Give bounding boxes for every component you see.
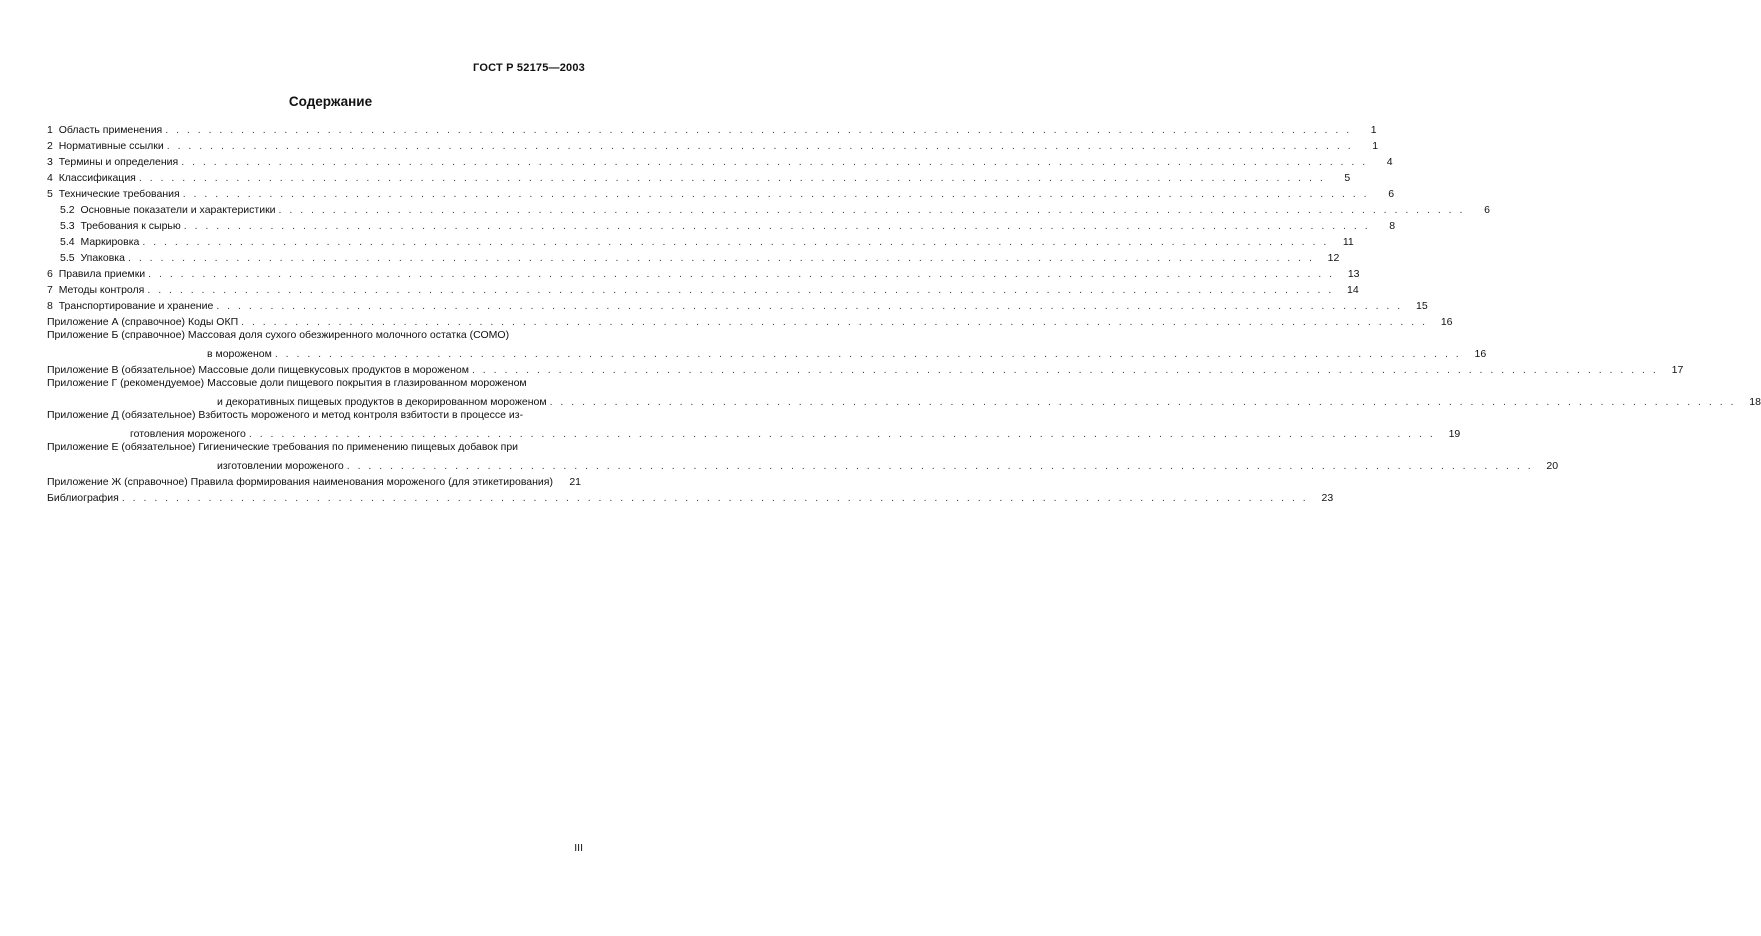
toc-entry-title: Маркировка — [80, 236, 140, 248]
toc-appendix-entry[interactable] — [47, 329, 1487, 361]
toc-entry-label — [47, 140, 164, 153]
toc-entry[interactable] — [47, 233, 1354, 249]
toc-appendix-label: Приложение Б (справочное) Массовая доля сухого обезжиренного молочного остатка (СОМО) — [47, 329, 510, 341]
dot-leader: . . . . . . . . . . . . . . . . . . . . . . . . . . . . . . . . . . . . . . . . . . . . . . . . . . . . . . . . . . . . . . . . . . . . . . . . . . . . . . . . . . . . . . . . . . . . . . . . . . . . . . . . . . . . . . — [278, 204, 1465, 216]
toc-entry-label — [47, 300, 213, 313]
toc-entry-title: Область применения — [58, 124, 163, 136]
dot-leader: . . . . . . . . . . . . . . . . . . . . . . . . . . . . . . . . . . . . . . . . . . . . . . . . . . . . . . . . . . . . . . . . . . . . . . . . . . . . . . . . . . . . . . . . . . . . . . . . . . . . . . . . . . . . . . — [142, 236, 1329, 248]
toc-appendix-label: Приложение А (справочное) Коды ОКП — [47, 316, 239, 328]
toc-entry-page: 1 — [1372, 140, 1379, 152]
toc-entry-page: 13 — [1347, 268, 1360, 280]
toc-entry-title: Классификация — [58, 172, 136, 184]
dot-leader: . . . . . . . . . . . . . . . . . . . . . . . . . . . . . . . . . . . . . . . . . . . . . . . . . . . . . . . . . . . . . . . . . . . . . . . . . . . . . . . . . . . . . . . . . . . . . . . . . . . . . . . . . . . . . . — [274, 348, 1462, 360]
dot-leader: . . . . . . . . . . . . . . . . . . . . . . . . . . . . . . . . . . . . . . . . . . . . . . . . . . . . . . . . . . . . . . . . . . . . . . . . . . . . . . . . . . . . . . . . . . . . . . . . . . . . . . . . . . . . . . — [248, 428, 1436, 440]
toc-entry[interactable] — [47, 217, 1396, 233]
toc-appendix-entry[interactable] — [47, 361, 1684, 377]
toc-entry[interactable] — [47, 153, 1393, 169]
table-of-contents — [47, 121, 1761, 505]
toc-appendix-label: Приложение Е (обязательное) Гигиенические требования по применению пищевых добавок при — [47, 441, 519, 453]
toc-appendix-entry[interactable] — [47, 377, 1761, 409]
toc-appendix-label-continued: готовления мороженого — [130, 428, 246, 440]
document-id: ГОСТ Р 52175—2003 — [473, 62, 585, 74]
toc-appendix-label-continued: изготовлении мороженого — [217, 460, 344, 472]
dot-leader: . . . . . . . . . . . . . . . . . . . . . . . . . . . . . . . . . . . . . . . . . . . . . . . . . . . . . . . . . . . . . . . . . . . . . . . . . . . . . . . . . . . . . . . . . . . . . . . . . . . . . . . . . . . . . . — [121, 492, 1309, 504]
toc-appendix-page: 17 — [1671, 364, 1684, 376]
toc-entry-label — [47, 284, 144, 297]
dot-leader: . . . . . . . . . . . . . . . . . . . . . . . . . . . . . . . . . . . . . . . . . . . . . . . . . . . . . . . . . . . . . . . . . . . . . . . . . . . . . . . . . . . . . . . . . . . . . . . . . . . . . . . . . . . . . . — [549, 396, 1736, 408]
toc-appendix-page: 21 — [569, 476, 581, 488]
toc-appendix-entry[interactable] — [47, 441, 1559, 473]
toc-appendix-page: 20 — [1546, 460, 1559, 472]
page-number-roman: III — [574, 842, 583, 854]
toc-entry-number: 5.3 — [60, 220, 75, 232]
toc-entry-page: 6 — [1388, 188, 1395, 200]
toc-appendix-page: 16 — [1474, 348, 1487, 360]
dot-leader: . . . . . . . . . . . . . . . . . . . . . . . . . . . . . . . . . . . . . . . . . . . . . . . . . . . . . . . . . . . . . . . . . . . . . . . . . . . . . . . . . . . . . . . . . . . . . . . . . . . . . . . . . . . . . . — [346, 460, 1534, 472]
toc-entry-page: 11 — [1342, 236, 1354, 248]
toc-entry-number: 2 — [47, 140, 53, 152]
dot-leader: . . . . . . . . . . . . . . . . . . . . . . . . . . . . . . . . . . . . . . . . . . . . . . . . . . . . . . . . . . . . . . . . . . . . . . . . . . . . . . . . . . . . . . . . . . . . . . . . . . . . . . . . . . . . . . — [147, 284, 1334, 296]
toc-entry-label — [47, 188, 180, 201]
toc-appendix-page: 23 — [1321, 492, 1334, 504]
toc-entry-number: 3 — [47, 156, 53, 168]
dot-leader: . . . . . . . . . . . . . . . . . . . . . . . . . . . . . . . . . . . . . . . . . . . . . . . . . . . . . . . . . . . . . . . . . . . . . . . . . . . . . . . . . . . . . . . . . . . . . . . . . . . . . . . . . . . . . . — [182, 188, 1370, 200]
toc-entry-title: Транспортирование и хранение — [58, 300, 214, 312]
toc-appendix-label: Приложение Ж (справочное) Правила формирования наименования мороженого (для этикетирования) — [47, 476, 553, 488]
dot-leader: . . . . . . . . . . . . . . . . . . . . . . . . . . . . . . . . . . . . . . . . . . . . . . . . . . . . . . . . . . . . . . . . . . . . . . . . . . . . . . . . . . . . . . . . . . . . . . . . . . . . . . . . . . . . . . — [127, 252, 1315, 264]
toc-appendix-label: Приложение В (обязательное) Массовые доли пищевкусовых продуктов в мороженом — [47, 364, 469, 376]
toc-entry-number: 7 — [47, 284, 53, 296]
toc-entry-number: 4 — [47, 172, 53, 184]
toc-appendix-page: 19 — [1448, 428, 1461, 440]
toc-appendix-page: 18 — [1749, 396, 1761, 408]
toc-entry[interactable] — [47, 137, 1379, 153]
toc-appendix-entry[interactable] — [47, 489, 1334, 505]
toc-entry[interactable] — [47, 169, 1351, 185]
toc-appendix-page: 16 — [1440, 316, 1453, 328]
toc-entry-title: Нормативные ссылки — [58, 140, 164, 152]
toc-appendices — [47, 313, 1761, 505]
toc-entry[interactable] — [47, 185, 1395, 201]
toc-entry-label — [47, 124, 162, 137]
toc-entry-number: 1 — [47, 124, 53, 136]
toc-entry-title: Технические требования — [58, 188, 180, 200]
toc-entry-page: 15 — [1416, 300, 1428, 312]
toc-entry-page: 1 — [1370, 124, 1377, 136]
toc-entry-label — [47, 268, 145, 281]
toc-entry-number: 5 — [47, 188, 53, 200]
dot-leader: . . . . . . . . . . . . . . . . . . . . . . . . . . . . . . . . . . . . . . . . . . . . . . . . . . . . . . . . . . . . . . . . . . . . . . . . . . . . . . . . . . . . . . . . . . . . . . . . . . . . . . . . . . . . . . — [183, 220, 1371, 232]
toc-entry-label — [47, 156, 178, 169]
toc-entry-title: Термины и определения — [58, 156, 179, 168]
toc-appendix-entry[interactable] — [47, 313, 1453, 329]
toc-entry-label — [47, 172, 136, 185]
toc-appendix-label-continued: в мороженом — [207, 348, 272, 360]
toc-entry-title: Упаковка — [80, 252, 125, 264]
toc-sections — [47, 121, 1490, 313]
page-title: Содержание — [288, 94, 373, 109]
toc-entry[interactable] — [47, 281, 1359, 297]
toc-entry-number: 8 — [47, 300, 53, 312]
dot-leader: . . . . . . . . . . . . . . . . . . . . . . . . . . . . . . . . . . . . . . . . . . . . . . . . . . . . . . . . . . . . . . . . . . . . . . . . . . . . . . . . . . . . . . . . . . . . . . . . . . . . . . . . . . . . . . — [166, 140, 1354, 152]
dot-leader: . . . . . . . . . . . . . . . . . . . . . . . . . . . . . . . . . . . . . . . . . . . . . . . . . . . . . . . . . . . . . . . . . . . . . . . . . . . . . . . . . . . . . . . . . . . . . . . . . . . . . . . . . . . . . . — [216, 300, 1403, 312]
toc-entry-title: Методы контроля — [58, 284, 145, 296]
toc-appendix-entry[interactable] — [47, 473, 581, 489]
toc-entry[interactable] — [47, 297, 1428, 313]
dot-leader: . . . . . . . . . . . . . . . . . . . . . . . . . . . . . . . . . . . . . . . . . . . . . . . . . . . . . . . . . . . . . . . . . . . . . . . . . . . . . . . . . . . . . . . . . . . . . . . . . . . . . . . . . . . . . . — [165, 124, 1352, 136]
toc-appendix-label: Приложение Г (рекомендуемое) Массовые доли пищевого покрытия в глазированном мороженом — [47, 377, 527, 389]
toc-entry-title: Правила приемки — [58, 268, 146, 280]
toc-entry-page: 12 — [1327, 252, 1340, 264]
toc-entry[interactable] — [47, 249, 1340, 265]
toc-entry[interactable] — [47, 201, 1490, 217]
toc-appendix-label: Библиография — [47, 492, 119, 504]
toc-entry-number: 5.5 — [60, 252, 75, 264]
toc-appendix-label: Приложение Д (обязательное) Взбитость мороженого и метод контроля взбитости в процессе из- — [47, 409, 524, 421]
toc-entry-page: 4 — [1386, 156, 1393, 168]
toc-entry-label — [60, 220, 181, 233]
dot-leader: . . . . . . . . . . . . . . . . . . . . . . . . . . . . . . . . . . . . . . . . . . . . . . . . . . . . . . . . . . . . . . . . . . . . . . . . . . . . . . . . . . . . . . . . . . . . . . . . . . . . . . . . . . . . . . — [181, 156, 1368, 168]
toc-entry[interactable] — [47, 121, 1377, 137]
toc-entry-page: 8 — [1389, 220, 1396, 232]
toc-entry-number: 5.2 — [60, 204, 75, 216]
toc-entry-page: 14 — [1347, 284, 1359, 296]
toc-appendix-label-continued: и декоративных пищевых продуктов в декорированном мороженом — [217, 396, 547, 408]
dot-leader: . . . . . . . . . . . . . . . . . . . . . . . . . . . . . . . . . . . . . . . . . . . . . . . . . . . . . . . . . . . . . . . . . . . . . . . . . . . . . . . . . . . . . . . . . . . . . . . . . . . . . . . . . . . . . . — [241, 316, 1428, 328]
toc-entry-number: 6 — [47, 268, 53, 280]
toc-entry[interactable] — [47, 265, 1360, 281]
dot-leader: . . . . . . . . . . . . . . . . . . . . . . . . . . . . . . . . . . . . . . . . . . . . . . . . . . . . . . . . . . . . . . . . . . . . . . . . . . . . . . . . . . . . . . . . . . . . . . . . . . . . . . . . . . . . . . — [471, 364, 1659, 376]
toc-entry-page: 6 — [1484, 204, 1490, 216]
toc-entry-title: Основные показатели и характеристики — [80, 204, 276, 216]
toc-entry-label — [60, 236, 139, 249]
toc-appendix-entry[interactable] — [47, 409, 1461, 441]
toc-entry-label — [60, 204, 276, 217]
dot-leader: . . . . . . . . . . . . . . . . . . . . . . . . . . . . . . . . . . . . . . . . . . . . . . . . . . . . . . . . . . . . . . . . . . . . . . . . . . . . . . . . . . . . . . . . . . . . . . . . . . . . . . . . . . . . . . — [138, 172, 1326, 184]
toc-entry-label — [60, 252, 125, 265]
dot-leader: . . . . . . . . . . . . . . . . . . . . . . . . . . . . . . . . . . . . . . . . . . . . . . . . . . . . . . . . . . . . . . . . . . . . . . . . . . . . . . . . . . . . . . . . . . . . . . . . . . . . . . . . . . . . . . — [148, 268, 1335, 280]
toc-entry-page: 5 — [1344, 172, 1351, 184]
toc-entry-number: 5.4 — [60, 236, 75, 248]
toc-entry-title: Требования к сырью — [80, 220, 181, 232]
